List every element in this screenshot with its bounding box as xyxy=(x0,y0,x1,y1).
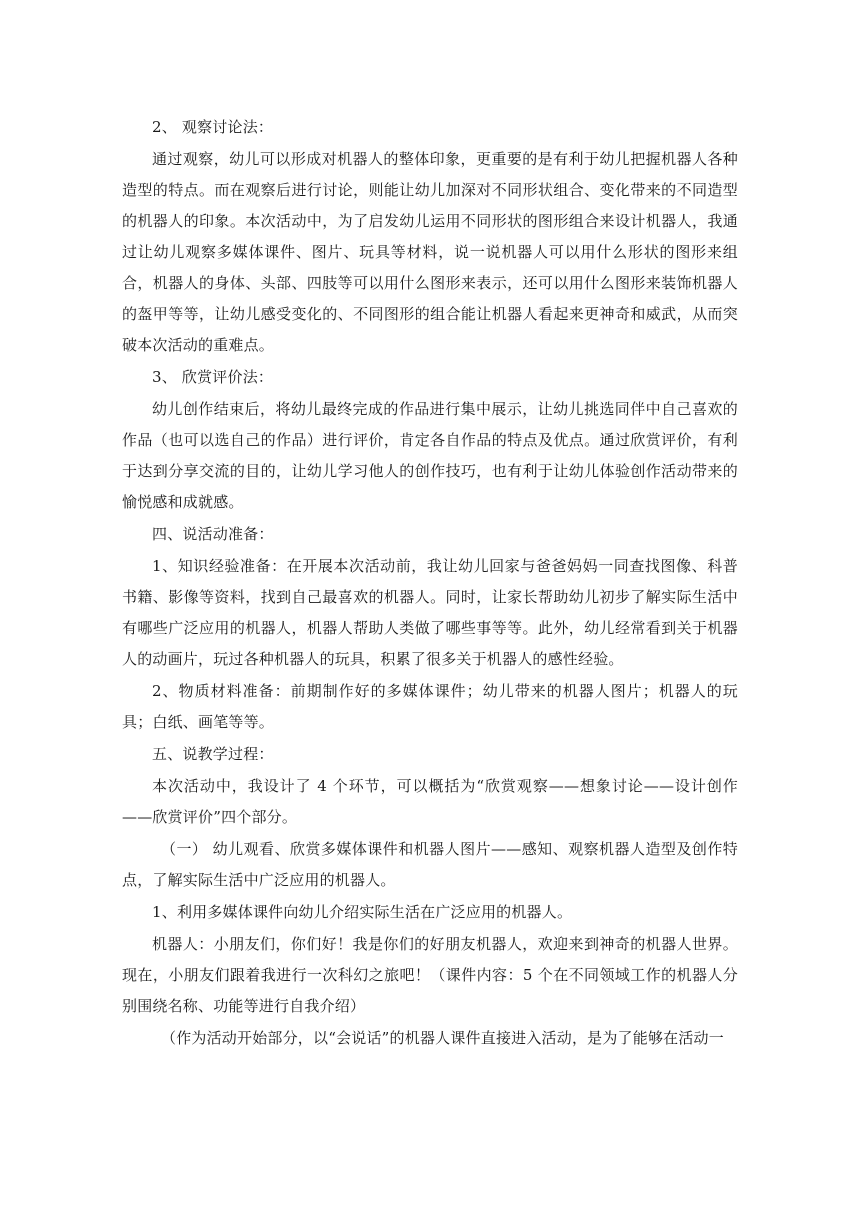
section-heading: 2、 观察讨论法： xyxy=(152,118,274,136)
paragraph: 本次活动中，我设计了 4 个环节，可以概括为“欣赏观察——想象讨论——设计创作——欣赏评价”四个部分。 xyxy=(122,777,738,826)
section-heading: 3、 欣赏评价法： xyxy=(152,368,274,386)
paragraph: （作为活动开始部分，以“会说话”的机器人课件直接进入活动，是为了能够在活动一 xyxy=(161,1029,724,1047)
paragraph: 1、利用多媒体课件向幼儿介绍实际生活在广泛应用的机器人。 xyxy=(152,903,573,921)
section-heading: 五、说教学过程： xyxy=(152,745,274,763)
subsection-heading: （一） 幼儿观看、欣赏多媒体课件和机器人图片——感知、观察机器人造型及创作特点，了解实际生活中广泛应用的机器人。 xyxy=(122,840,738,889)
paragraph: 通过观察，幼儿可以形成对机器人的整体印象，更重要的是有利于幼儿把握机器人各种造型的特点。而在观察后进行讨论，则能让幼儿加深对不同形状组合、变化带来的不同造型的机器人的印象。本次活动中，为了启发幼儿运用不同形状的图形组合来设计机器人，我通过让幼儿观察多媒体课件、图片、玩具等材料，说一说机器人可以用什么形状的图形来组合，机器人的身体、头部、四肢等可以用什么图形来表示，还可以用什么图形来装饰机器人的盔甲等等，让幼儿感受变化的、不同图形的组合能让机器人看起来更神奇和威武，从而突破本次活动的重难点。 xyxy=(122,150,738,354)
document-body xyxy=(122,112,738,1055)
section-heading: 四、说活动准备： xyxy=(152,525,274,543)
paragraph: 机器人：小朋友们，你们好！我是你们的好朋友机器人，欢迎来到神奇的机器人世界。现在，小朋友们跟着我进行一次科幻之旅吧！（课件内容：5 个在不同领域工作的机器人分别围绕名称、功能等进行自我介绍） xyxy=(122,935,738,1015)
paragraph: 2、物质材料准备：前期制作好的多媒体课件；幼儿带来的机器人图片；机器人的玩具；白纸、画笔等等。 xyxy=(122,682,738,731)
paragraph: 幼儿创作结束后，将幼儿最终完成的作品进行集中展示，让幼儿挑选同伴中自己喜欢的作品（也可以选自己的作品）进行评价，肯定各自作品的特点及优点。通过欣赏评价，有利于达到分享交流的目的，让幼儿学习他人的创作技巧，也有利于让幼儿体验创作活动带来的愉悦感和成就感。 xyxy=(122,400,738,511)
paragraph: 1、知识经验准备：在开展本次活动前，我让幼儿回家与爸爸妈妈一同查找图像、科普书籍、影像等资料，找到自己最喜欢的机器人。同时，让家长帮助幼儿初步了解实际生活中有哪些广泛应用的机器人，机器人帮助人类做了哪些事等等。此外，幼儿经常看到关于机器人的动画片，玩过各种机器人的玩具，积累了很多关于机器人的感性经验。 xyxy=(122,557,738,668)
